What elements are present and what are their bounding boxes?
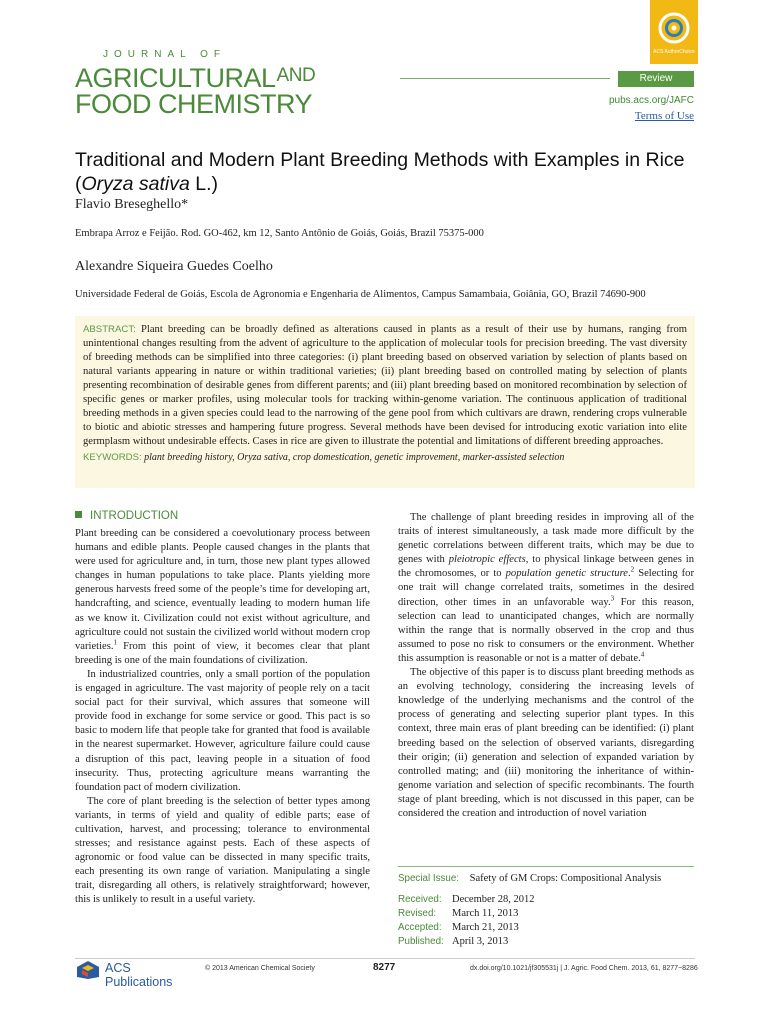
left-column: [75, 527, 370, 908]
intro-paragraph-5: The objective of this paper is to discuss plant breeding methods as an evolving technology, considering the increasing levels of knowledge of the underlying mechanisms and the control of the process of generating and selecting superior plant types. In this context, three main eras of plant breeding can be identified: (i) plant breeding based on the selection of observed variants, disregarding their origin; (ii) generation and selection of expanded variation by controlled mating; and (iii) monitoring the inheritance of within-genome variation and selection of specific recombinants. The fourth stage of plant breeding, which is not discussed in this paper, can be considered the creation and introduction of novel variation: [398, 667, 694, 819]
p1-text-a: Plant breeding can be considered a coevolutionary process between humans and edible plants. People caused changes in the plants that were used for agriculture and, in turn, those new plant types allowed changes in human populations to take place. Plants yielding more generous harvests freed some of the people’s time for developing art, handcrafting, and science, eventually leading to modern human life as we know it. Civilization could not exist without agriculture, and agriculture could not sustain the civilized world without modern crop varieties.: [75, 528, 370, 652]
p1-text-b: From this point of view, it becomes clear that plant breeding is one of the main foundations of civilization.: [75, 640, 370, 666]
keywords-label: KEYWORDS:: [83, 452, 142, 464]
special-issue-value: Safety of GM Crops: Compositional Analysis: [469, 873, 662, 884]
date-revised: Revised: March 11, 2013: [398, 908, 519, 919]
terms-of-use-link[interactable]: Terms of Use: [634, 110, 694, 122]
page-number: 8277: [373, 962, 396, 973]
journal-label-small: JOURNAL OF: [103, 49, 226, 60]
date-received: Received: December 28, 2012: [398, 894, 535, 905]
author-1[interactable]: Flavio Breseghello*: [75, 197, 189, 212]
introduction-heading: [75, 510, 178, 522]
abstract-text: Plant breeding can be broadly defined as alterations caused in plants as a result of their use by humans, ranging from unintentional changes resulting from the advent of agriculture to the application of molecular tools for precision breeding. The vast diversity of breeding methods can be simplified into three categories: (i) plant breeding based on observed variation by selection of plants based on natural variants appearing in nature or within traditional varieties; (ii) plant breeding based on controlled mating by selection of plants presenting recombination of desirable genes from different parents; and (iii) plant breeding based on monitored recombination by selection of specific genes or marker profiles, using molecular tools for tracking within-genome variation. The continuous application of traditional breeding methods in a given species could lead to the narrowing of the gene pool from which cultivars are drawn, rendering crops vulnerable to biotic and abiotic stresses and hampering future progress. Several methods have been devised for introducing exotic variation into elite germplasm without undesirable effects. Cases in rice are given to illustrate the potential and limitations of different breeding approaches.: [83, 324, 687, 448]
special-issue-label: Special Issue:: [398, 873, 459, 884]
ref-2-link[interactable]: 2: [630, 565, 635, 574]
abstract-label: ABSTRACT:: [83, 324, 136, 335]
date-published: Published: April 3, 2013: [398, 936, 509, 947]
footer-rule: [75, 958, 695, 959]
journal-title-line1: [75, 62, 315, 92]
acs-publications-logo[interactable]: [75, 960, 195, 989]
special-issue-box: [398, 866, 694, 953]
doi-citation[interactable]: dx.doi.org/10.1021/jf305531j | J. Agric. Food Chem. 2013, 61, 8277−8286: [470, 965, 698, 972]
ref-3-link[interactable]: 3: [610, 594, 615, 603]
heading-bullet-icon: [75, 511, 82, 518]
intro-paragraph-2: In industrialized countries, only a small portion of the population is engaged in agriculture. The vast majority of people rely on a tacit social pact for their survival, which assures that someone will provide food in exchange for some service or good. This pact is so basic to modern life that people take for granted that food is available in the nearest supermarket. However, agriculture failure could cause a disruption of this pact, leaving people in a situation of food insecurity. Thus, protecting agriculture means warranting the foundation pact of modern civilization.: [75, 668, 370, 793]
date-accepted: Accepted: March 21, 2013: [398, 922, 519, 933]
journal-title-agricultural: AGRICULTURAL: [75, 63, 276, 93]
journal-title-and: AND: [276, 65, 316, 86]
author-2[interactable]: Alexandre Siqueira Guedes Coelho: [75, 259, 273, 274]
copyright-notice: © 2013 American Chemical Society: [205, 965, 315, 972]
p4-text-a: The challenge of plant breeding resides in improving all of the traits of interest simultaneously, a task made more difficult by the genetic correlations between different traits, which may be due to genes with: [398, 512, 694, 566]
intro-paragraph-1: [75, 527, 370, 668]
p4-text-b: , to physical linkage between genes in the chromosomes, or to: [398, 554, 694, 580]
p4-text-d: Selecting for one trait will change correlated traits, sometimes in the desired direction, other times in an unfavorable way.: [398, 568, 694, 608]
journal-title-line2: FOOD CHEMISTRY: [75, 89, 313, 119]
p4-text-c: .: [628, 568, 631, 580]
section-bar: [400, 71, 694, 87]
intro-paragraph-4: [398, 511, 694, 666]
special-issue-row: [398, 873, 661, 884]
journal-url[interactable]: pubs.acs.org/JAFC: [608, 95, 694, 106]
acs-hexagon-icon: [75, 960, 101, 980]
p4-text-e: For this reason, selection can lead to unanticipated changes, which are normally within the range that is normally observed in the crop and thus assumed to pose no risk to consumers or the environment. Whether this assumption is reasonable or not is a matter of debate.: [398, 596, 694, 664]
affiliation-2: Universidade Federal de Goiás, Escola de Agronomia e Engenharia de Alimentos, Campus Samambaia, Goiânia, GO, Brazil 74690-900: [75, 289, 646, 300]
ref-4-link[interactable]: 4: [640, 650, 645, 659]
acs-authorchoice-badge[interactable]: [650, 0, 698, 64]
p4-italic-1: pleiotropic effects: [448, 554, 526, 566]
section-tag: Review: [618, 71, 694, 87]
article-title: [75, 148, 695, 196]
title-end: L.): [189, 173, 219, 195]
badge-label: ACS AuthorChoice: [653, 49, 695, 55]
section-rule: [400, 78, 610, 79]
abstract-paragraph: [83, 323, 687, 449]
publisher-name: ACS Publications: [105, 961, 173, 989]
title-main: Traditional and Modern Plant Breeding Methods with Examples in Rice (: [75, 149, 685, 195]
ref-1-link[interactable]: 1: [113, 638, 118, 647]
keywords-row: [83, 451, 687, 465]
p4-italic-2: population genetic structure: [505, 568, 629, 580]
right-column: [398, 511, 694, 821]
abstract-box: [75, 316, 695, 488]
intro-paragraph-3: The core of plant breeding is the selection of better types among variants, in terms of yield and quality of edible parts; ease of cultivation, harvest, and processing; tolerance to environmental stresses; and resistance against pests. Each of these aspects of agronomic or food value can be dissected in many specific traits, each presenting its own range of variation. Manipulating a single trait, disregarding all others, is relatively straightforward; however, this is unlikely to result in a useful variety.: [75, 795, 370, 906]
affiliation-1: Embrapa Arroz e Feijão. Rod. GO-462, km 12, Santo Antônio de Goiás, Goiás, Brazil 75375-000: [75, 228, 484, 239]
introduction-heading-text: INTRODUCTION: [90, 510, 179, 522]
title-species: Oryza sativa: [81, 173, 190, 195]
authorchoice-icon: [658, 12, 690, 44]
keywords-value: plant breeding history, Oryza sativa, crop domestication, genetic improvement, marker-assisted selection: [141, 452, 565, 464]
